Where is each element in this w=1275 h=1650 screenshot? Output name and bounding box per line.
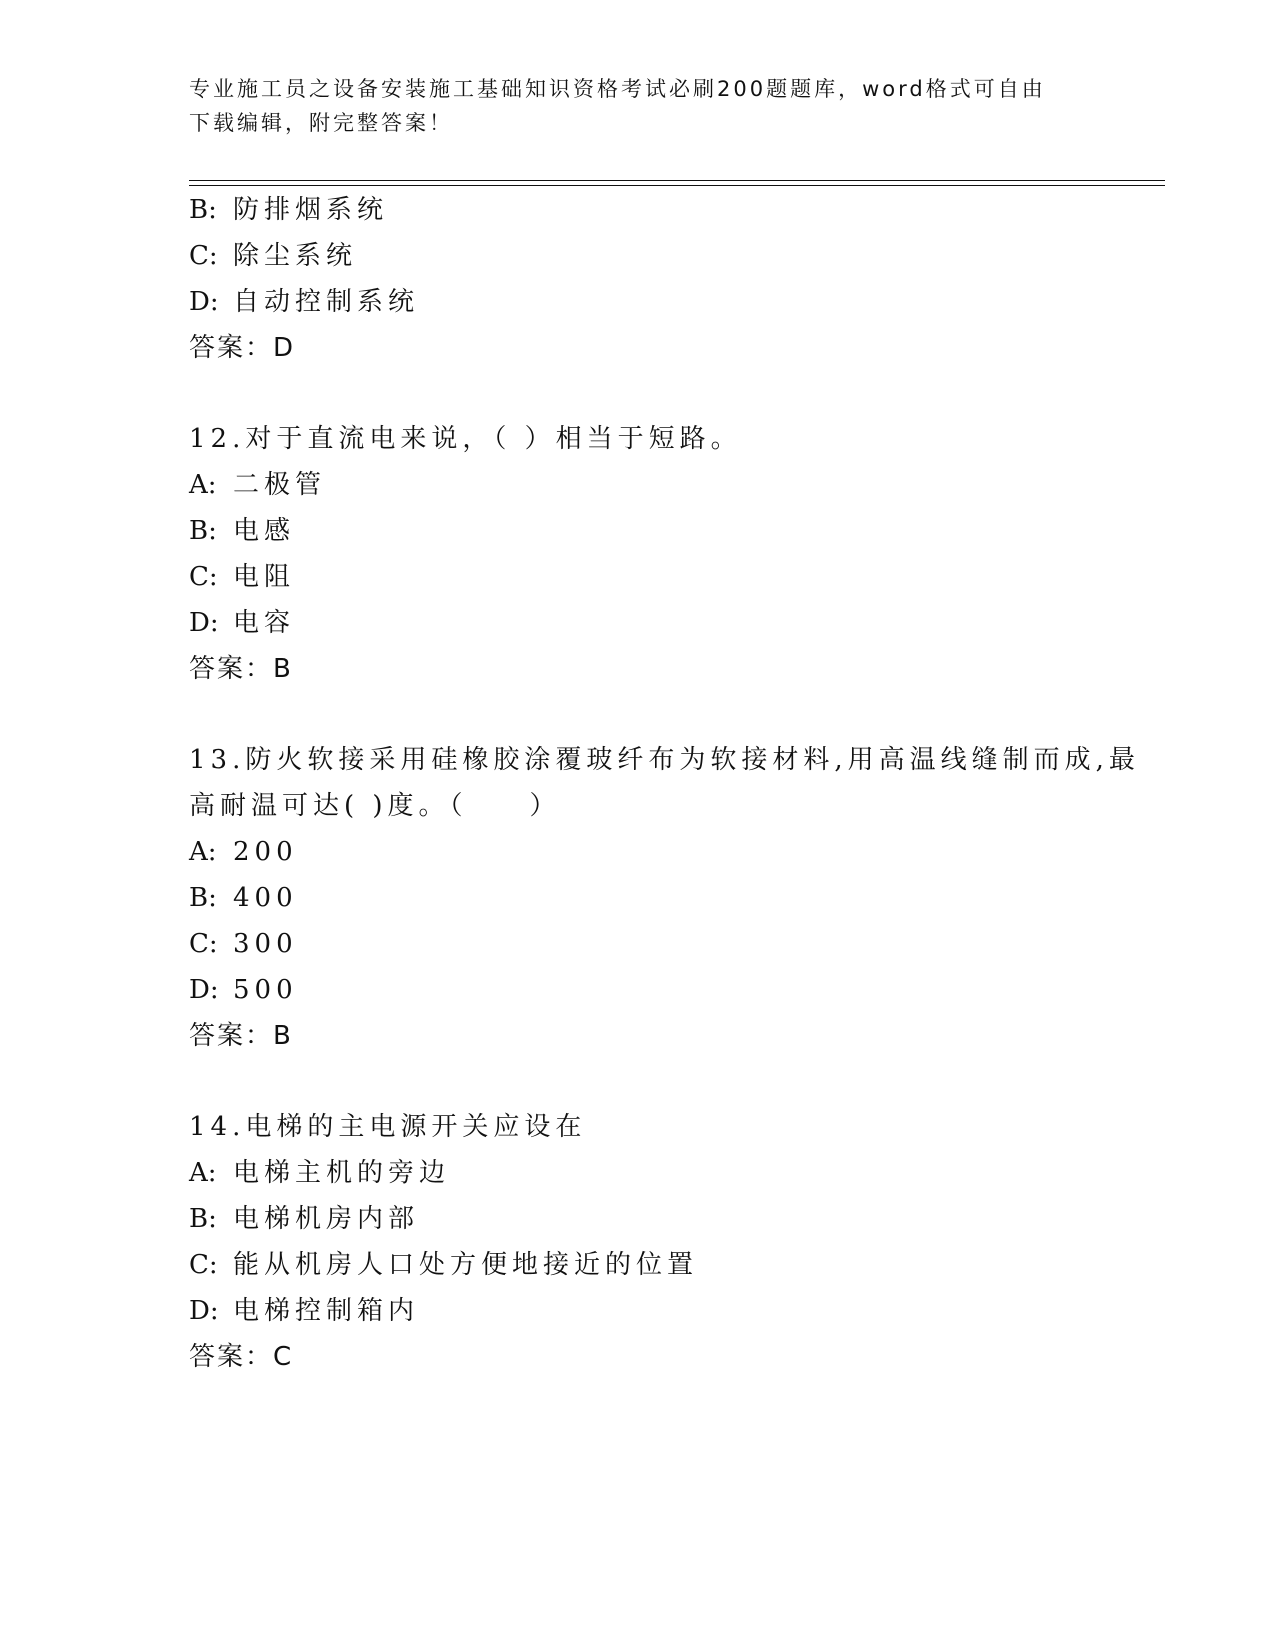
- q12-option-d: [189, 606, 295, 640]
- option-letter: B:: [189, 1204, 217, 1234]
- q14-option-d: [189, 1294, 419, 1328]
- q14-option-c: [189, 1248, 698, 1282]
- q12-question: 12.对于直流电来说，（ ）相当于短路。: [189, 424, 742, 454]
- option-letter: B:: [189, 883, 217, 913]
- option-text: 二极管: [233, 470, 327, 500]
- option-letter: D:: [189, 608, 219, 638]
- q11-answer: 答案：D: [189, 333, 296, 363]
- option-text: 电梯控制箱内: [233, 1296, 420, 1326]
- q11-option-c: [189, 239, 357, 273]
- q14-answer: 答案：C: [189, 1342, 294, 1372]
- q12-option-c: [189, 560, 295, 594]
- q12-option-a: [189, 468, 326, 502]
- option-letter: D:: [189, 975, 219, 1005]
- q11-option-d: [189, 285, 419, 319]
- option-letter: A:: [189, 1158, 217, 1188]
- header-divider-top: [189, 180, 1165, 181]
- q13-question-line-2: 高耐温可达( )度。（ ）: [189, 791, 561, 821]
- header-line-2: 下载编辑，附完整答案！: [189, 111, 453, 135]
- q13-answer: 答案：B: [189, 1021, 293, 1051]
- option-letter: C:: [189, 929, 218, 959]
- q13-question-line-1: 13.防火软接采用硅橡胶涂覆玻纤布为软接材料,用高温线缝制而成,最: [189, 745, 1140, 775]
- q12-answer: 答案：B: [189, 654, 293, 684]
- option-text: 400: [233, 883, 298, 913]
- q14-option-a: [189, 1156, 450, 1190]
- option-letter: B:: [189, 516, 217, 546]
- q11-option-b: [189, 193, 388, 227]
- q14-question: 14.电梯的主电源开关应设在: [189, 1112, 587, 1142]
- option-text: 自动控制系统: [233, 287, 420, 317]
- option-text: 500: [233, 975, 298, 1005]
- option-text: 电感: [233, 516, 296, 546]
- q12-option-b: [189, 514, 295, 548]
- option-text: 电梯机房内部: [233, 1204, 420, 1234]
- q13-option-c: [189, 927, 298, 961]
- option-text: 电容: [233, 608, 296, 638]
- option-text: 能从机房人口处方便地接近的位置: [233, 1250, 699, 1280]
- option-text: 电阻: [233, 562, 296, 592]
- option-letter: D:: [189, 1296, 219, 1326]
- header-divider-bottom: [189, 185, 1165, 186]
- option-letter: C:: [189, 562, 218, 592]
- option-letter: C:: [189, 241, 218, 271]
- option-text: 防排烟系统: [233, 195, 389, 225]
- option-text: 200: [233, 837, 298, 867]
- option-letter: B:: [189, 195, 217, 225]
- document-header: [189, 72, 1089, 140]
- header-line-1: 专业施工员之设备安装施工基础知识资格考试必刷200题题库，word格式可自由: [189, 77, 1046, 101]
- q13-option-a: [189, 835, 298, 869]
- option-letter: C:: [189, 1250, 218, 1280]
- q13-option-b: [189, 881, 298, 915]
- q14-option-b: [189, 1202, 419, 1236]
- q13-option-d: [189, 973, 298, 1007]
- option-letter: A:: [189, 837, 217, 867]
- option-letter: D:: [189, 287, 219, 317]
- option-text: 电梯主机的旁边: [233, 1158, 451, 1188]
- option-letter: A:: [189, 470, 217, 500]
- option-text: 除尘系统: [233, 241, 358, 271]
- option-text: 300: [233, 929, 298, 959]
